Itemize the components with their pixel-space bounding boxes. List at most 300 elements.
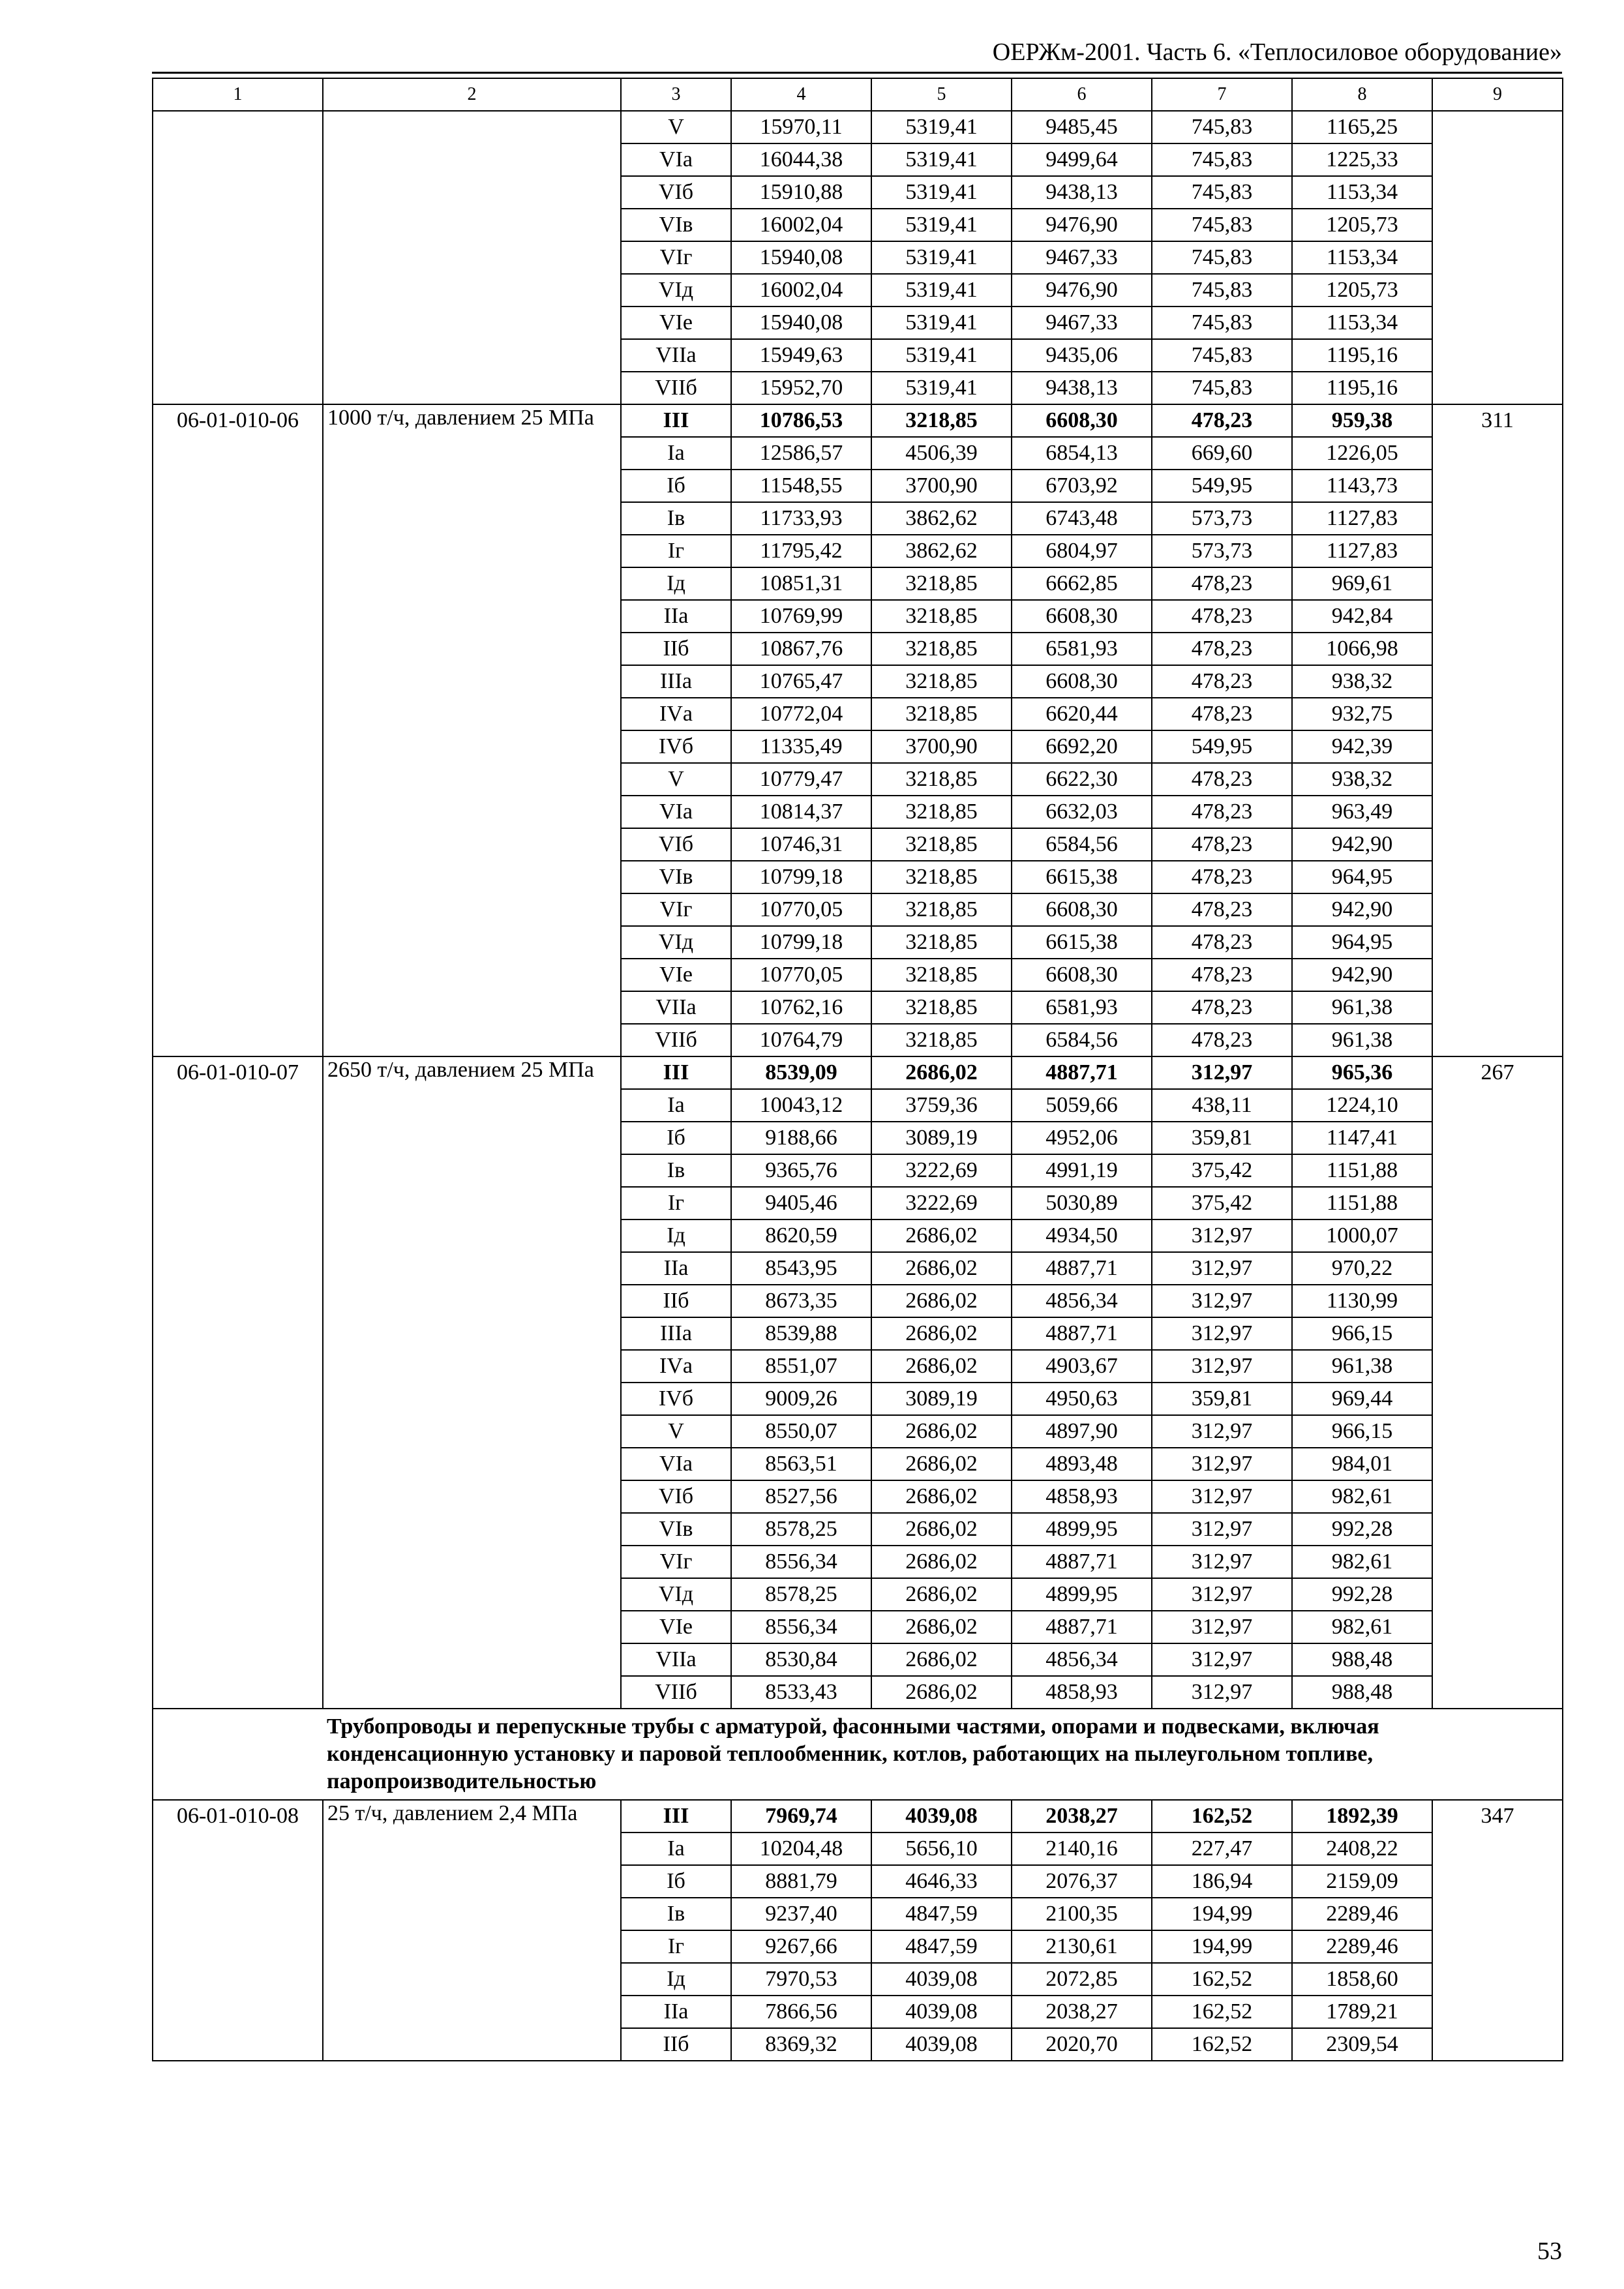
condition-cell: VIг <box>621 893 731 926</box>
value-cell: 3218,85 <box>871 698 1012 730</box>
condition-cell: Iб <box>621 1865 731 1898</box>
value-cell: 312,97 <box>1152 1513 1292 1546</box>
value-cell: 938,32 <box>1292 763 1432 796</box>
value-cell: 3222,69 <box>871 1154 1012 1187</box>
value-cell: 4897,90 <box>1012 1415 1152 1448</box>
value-cell: 1147,41 <box>1292 1122 1432 1154</box>
condition-cell: IVа <box>621 1350 731 1383</box>
value-cell: 9365,76 <box>731 1154 871 1187</box>
table-row <box>153 404 1563 437</box>
value-cell: 4847,59 <box>871 1930 1012 1963</box>
value-cell: 2100,35 <box>1012 1898 1152 1930</box>
value-cell: 8556,34 <box>731 1546 871 1578</box>
value-cell: 2686,02 <box>871 1219 1012 1252</box>
rate-cell: 267 <box>1432 1056 1563 1709</box>
value-cell: 6608,30 <box>1012 959 1152 991</box>
value-cell: 16044,38 <box>731 143 871 176</box>
value-cell: 961,38 <box>1292 991 1432 1024</box>
condition-cell: IIб <box>621 633 731 665</box>
value-cell: 6804,97 <box>1012 535 1152 567</box>
value-cell: 312,97 <box>1152 1252 1292 1285</box>
value-cell: 10770,05 <box>731 959 871 991</box>
value-cell: 4856,34 <box>1012 1285 1152 1317</box>
value-cell: 1165,25 <box>1292 111 1432 143</box>
value-cell: 9435,06 <box>1012 339 1152 372</box>
value-cell: 10746,31 <box>731 828 871 861</box>
value-cell: 1226,05 <box>1292 437 1432 470</box>
value-cell: 16002,04 <box>731 209 871 241</box>
value-cell: 6615,38 <box>1012 926 1152 959</box>
value-cell: 549,95 <box>1152 730 1292 763</box>
value-cell: 312,97 <box>1152 1415 1292 1448</box>
value-cell: 9405,46 <box>731 1187 871 1219</box>
value-cell: 312,97 <box>1152 1676 1292 1709</box>
value-cell: 312,97 <box>1152 1611 1292 1643</box>
value-cell: 478,23 <box>1152 1024 1292 1056</box>
value-cell: 966,15 <box>1292 1415 1432 1448</box>
value-cell: 312,97 <box>1152 1578 1292 1611</box>
value-cell: 10762,16 <box>731 991 871 1024</box>
value-cell: 5319,41 <box>871 307 1012 339</box>
value-cell: 7969,74 <box>731 1800 871 1833</box>
value-cell: 942,90 <box>1292 959 1432 991</box>
value-cell: 4039,08 <box>871 1963 1012 1996</box>
value-cell: 2686,02 <box>871 1676 1012 1709</box>
value-cell: 227,47 <box>1152 1833 1292 1865</box>
value-cell: 9438,13 <box>1012 372 1152 404</box>
table-row <box>153 1800 1563 1833</box>
condition-cell: V <box>621 763 731 796</box>
column-header: 2 <box>323 78 621 111</box>
value-cell: 8620,59 <box>731 1219 871 1252</box>
condition-cell: III <box>621 1800 731 1833</box>
value-cell: 1127,83 <box>1292 502 1432 535</box>
condition-cell: VIIа <box>621 339 731 372</box>
condition-cell: Iа <box>621 1089 731 1122</box>
value-cell: 6632,03 <box>1012 796 1152 828</box>
value-cell: 2686,02 <box>871 1643 1012 1676</box>
value-cell: 4039,08 <box>871 2028 1012 2061</box>
value-cell: 2289,46 <box>1292 1898 1432 1930</box>
condition-cell: VIг <box>621 1546 731 1578</box>
value-cell: 11335,49 <box>731 730 871 763</box>
value-cell: 969,44 <box>1292 1383 1432 1415</box>
value-cell: 478,23 <box>1152 698 1292 730</box>
value-cell: 6620,44 <box>1012 698 1152 730</box>
column-header: 5 <box>871 78 1012 111</box>
condition-cell: IIа <box>621 600 731 633</box>
value-cell: 8539,88 <box>731 1317 871 1350</box>
condition-cell: VIа <box>621 796 731 828</box>
value-cell: 478,23 <box>1152 404 1292 437</box>
value-cell: 3218,85 <box>871 665 1012 698</box>
value-cell: 1143,73 <box>1292 470 1432 502</box>
condition-cell: III <box>621 1056 731 1089</box>
value-cell: 9485,45 <box>1012 111 1152 143</box>
value-cell: 6703,92 <box>1012 470 1152 502</box>
column-header: 6 <box>1012 78 1152 111</box>
value-cell: 8551,07 <box>731 1350 871 1383</box>
page-number: 53 <box>1537 2237 1562 2265</box>
value-cell: 10204,48 <box>731 1833 871 1865</box>
value-cell: 162,52 <box>1152 1800 1292 1833</box>
value-cell: 2686,02 <box>871 1415 1012 1448</box>
value-cell: 186,94 <box>1152 1865 1292 1898</box>
value-cell: 1151,88 <box>1292 1187 1432 1219</box>
value-cell: 6581,93 <box>1012 991 1152 1024</box>
value-cell: 8578,25 <box>731 1578 871 1611</box>
value-cell: 2309,54 <box>1292 2028 1432 2061</box>
value-cell: 6581,93 <box>1012 633 1152 665</box>
value-cell: 984,01 <box>1292 1448 1432 1480</box>
value-cell: 745,83 <box>1152 209 1292 241</box>
value-cell: 9467,33 <box>1012 307 1152 339</box>
condition-cell: Iг <box>621 1930 731 1963</box>
value-cell: 12586,57 <box>731 437 871 470</box>
value-cell: 3218,85 <box>871 567 1012 600</box>
column-header: 3 <box>621 78 731 111</box>
value-cell: 5319,41 <box>871 209 1012 241</box>
value-cell: 359,81 <box>1152 1122 1292 1154</box>
value-cell: 669,60 <box>1152 437 1292 470</box>
value-cell: 964,95 <box>1292 861 1432 893</box>
value-cell: 2686,02 <box>871 1546 1012 1578</box>
value-cell: 10786,53 <box>731 404 871 437</box>
value-cell: 194,99 <box>1152 1930 1292 1963</box>
table-row <box>153 1056 1563 1089</box>
value-cell: 8530,84 <box>731 1643 871 1676</box>
column-header: 7 <box>1152 78 1292 111</box>
condition-cell: VIе <box>621 307 731 339</box>
value-cell: 9267,66 <box>731 1930 871 1963</box>
value-cell: 573,73 <box>1152 502 1292 535</box>
value-cell: 11548,55 <box>731 470 871 502</box>
value-cell: 745,83 <box>1152 241 1292 274</box>
value-cell: 1153,34 <box>1292 176 1432 209</box>
code-cell: 06-01-010-08 <box>153 1800 323 2061</box>
value-cell: 1789,21 <box>1292 1996 1432 2028</box>
value-cell: 478,23 <box>1152 861 1292 893</box>
condition-cell: Iг <box>621 535 731 567</box>
value-cell: 8550,07 <box>731 1415 871 1448</box>
condition-cell: VIб <box>621 828 731 861</box>
value-cell: 478,23 <box>1152 665 1292 698</box>
condition-cell: VIб <box>621 176 731 209</box>
value-cell: 2686,02 <box>871 1317 1012 1350</box>
value-cell: 478,23 <box>1152 959 1292 991</box>
condition-cell: IIа <box>621 1996 731 2028</box>
condition-cell: VIIб <box>621 372 731 404</box>
value-cell: 6692,20 <box>1012 730 1152 763</box>
value-cell: 3222,69 <box>871 1187 1012 1219</box>
table-row <box>153 111 1563 143</box>
value-cell: 1066,98 <box>1292 633 1432 665</box>
value-cell: 1127,83 <box>1292 535 1432 567</box>
value-cell: 8527,56 <box>731 1480 871 1513</box>
condition-cell: VIд <box>621 1578 731 1611</box>
value-cell: 4039,08 <box>871 1800 1012 1833</box>
condition-cell: VIв <box>621 861 731 893</box>
value-cell: 1195,16 <box>1292 372 1432 404</box>
value-cell: 3700,90 <box>871 470 1012 502</box>
value-cell: 964,95 <box>1292 926 1432 959</box>
value-cell: 162,52 <box>1152 2028 1292 2061</box>
value-cell: 3218,85 <box>871 796 1012 828</box>
condition-cell: VIе <box>621 959 731 991</box>
value-cell: 5319,41 <box>871 339 1012 372</box>
page-header-title: ОЕРЖм-2001. Часть 6. «Теплосиловое оборудование» <box>992 38 1562 66</box>
value-cell: 478,23 <box>1152 600 1292 633</box>
condition-cell: IIIа <box>621 1317 731 1350</box>
condition-cell: VIIб <box>621 1024 731 1056</box>
condition-cell: IVа <box>621 698 731 730</box>
column-header: 1 <box>153 78 323 111</box>
condition-cell: IIIа <box>621 665 731 698</box>
value-cell: 1858,60 <box>1292 1963 1432 1996</box>
value-cell: 478,23 <box>1152 828 1292 861</box>
value-cell: 6584,56 <box>1012 1024 1152 1056</box>
value-cell: 988,48 <box>1292 1676 1432 1709</box>
value-cell: 15949,63 <box>731 339 871 372</box>
value-cell: 10769,99 <box>731 600 871 633</box>
value-cell: 938,32 <box>1292 665 1432 698</box>
value-cell: 1205,73 <box>1292 209 1432 241</box>
value-cell: 3862,62 <box>871 502 1012 535</box>
condition-cell: IIа <box>621 1252 731 1285</box>
value-cell: 9009,26 <box>731 1383 871 1415</box>
condition-cell: Iд <box>621 1219 731 1252</box>
value-cell: 4506,39 <box>871 437 1012 470</box>
value-cell: 6608,30 <box>1012 600 1152 633</box>
value-cell: 8563,51 <box>731 1448 871 1480</box>
value-cell: 5030,89 <box>1012 1187 1152 1219</box>
value-cell: 4991,19 <box>1012 1154 1152 1187</box>
value-cell: 966,15 <box>1292 1317 1432 1350</box>
value-cell: 5319,41 <box>871 176 1012 209</box>
value-cell: 6743,48 <box>1012 502 1152 535</box>
value-cell: 942,90 <box>1292 828 1432 861</box>
value-cell: 3218,85 <box>871 600 1012 633</box>
value-cell: 2289,46 <box>1292 1930 1432 1963</box>
value-cell: 988,48 <box>1292 1643 1432 1676</box>
value-cell: 2408,22 <box>1292 1833 1432 1865</box>
value-cell: 5319,41 <box>871 143 1012 176</box>
condition-cell: IIб <box>621 2028 731 2061</box>
value-cell: 4858,93 <box>1012 1480 1152 1513</box>
value-cell: 9467,33 <box>1012 241 1152 274</box>
condition-cell: Iв <box>621 502 731 535</box>
value-cell: 4950,63 <box>1012 1383 1152 1415</box>
value-cell: 4952,06 <box>1012 1122 1152 1154</box>
value-cell: 1153,34 <box>1292 307 1432 339</box>
value-cell: 15910,88 <box>731 176 871 209</box>
value-cell: 3218,85 <box>871 763 1012 796</box>
value-cell: 2076,37 <box>1012 1865 1152 1898</box>
value-cell: 3862,62 <box>871 535 1012 567</box>
column-header: 8 <box>1292 78 1432 111</box>
value-cell: 6854,13 <box>1012 437 1152 470</box>
value-cell: 1000,07 <box>1292 1219 1432 1252</box>
value-cell: 162,52 <box>1152 1996 1292 2028</box>
value-cell: 4934,50 <box>1012 1219 1152 1252</box>
value-cell: 4039,08 <box>871 1996 1012 2028</box>
value-cell: 2686,02 <box>871 1252 1012 1285</box>
value-cell: 478,23 <box>1152 926 1292 959</box>
value-cell: 2686,02 <box>871 1285 1012 1317</box>
value-cell: 2686,02 <box>871 1448 1012 1480</box>
value-cell: 9237,40 <box>731 1898 871 1930</box>
value-cell: 2038,27 <box>1012 1800 1152 1833</box>
value-cell: 5319,41 <box>871 372 1012 404</box>
value-cell: 194,99 <box>1152 1898 1292 1930</box>
value-cell: 15952,70 <box>731 372 871 404</box>
value-cell: 10814,37 <box>731 796 871 828</box>
value-cell: 478,23 <box>1152 893 1292 926</box>
value-cell: 961,38 <box>1292 1024 1432 1056</box>
value-cell: 745,83 <box>1152 176 1292 209</box>
condition-cell: Iб <box>621 470 731 502</box>
value-cell: 8543,95 <box>731 1252 871 1285</box>
condition-cell: VIа <box>621 143 731 176</box>
column-header: 9 <box>1432 78 1563 111</box>
condition-cell: IVб <box>621 1383 731 1415</box>
value-cell: 9438,13 <box>1012 176 1152 209</box>
condition-cell: Iа <box>621 1833 731 1865</box>
section-heading-spacer <box>153 1709 323 1800</box>
value-cell: 1892,39 <box>1292 1800 1432 1833</box>
condition-cell: Iг <box>621 1187 731 1219</box>
value-cell: 4858,93 <box>1012 1676 1152 1709</box>
value-cell: 3089,19 <box>871 1383 1012 1415</box>
rates-table <box>152 78 1563 2061</box>
value-cell: 9476,90 <box>1012 209 1152 241</box>
value-cell: 478,23 <box>1152 991 1292 1024</box>
condition-cell: IIб <box>621 1285 731 1317</box>
condition-cell: VIг <box>621 241 731 274</box>
value-cell: 7970,53 <box>731 1963 871 1996</box>
value-cell: 969,61 <box>1292 567 1432 600</box>
condition-cell: V <box>621 111 731 143</box>
value-cell: 312,97 <box>1152 1546 1292 1578</box>
value-cell: 312,97 <box>1152 1350 1292 1383</box>
value-cell: 4646,33 <box>871 1865 1012 1898</box>
value-cell: 1205,73 <box>1292 274 1432 307</box>
condition-cell: VIв <box>621 1513 731 1546</box>
value-cell: 375,42 <box>1152 1187 1292 1219</box>
value-cell: 745,83 <box>1152 339 1292 372</box>
value-cell: 932,75 <box>1292 698 1432 730</box>
rates-table-container <box>152 78 1562 2061</box>
code-cell <box>153 111 323 404</box>
value-cell: 10799,18 <box>731 926 871 959</box>
value-cell: 3089,19 <box>871 1122 1012 1154</box>
value-cell: 970,22 <box>1292 1252 1432 1285</box>
value-cell: 10799,18 <box>731 861 871 893</box>
value-cell: 573,73 <box>1152 535 1292 567</box>
condition-cell: V <box>621 1415 731 1448</box>
value-cell: 478,23 <box>1152 567 1292 600</box>
value-cell: 2038,27 <box>1012 1996 1152 2028</box>
value-cell: 3759,36 <box>871 1089 1012 1122</box>
value-cell: 15940,08 <box>731 307 871 339</box>
value-cell: 961,38 <box>1292 1350 1432 1383</box>
value-cell: 965,36 <box>1292 1056 1432 1089</box>
condition-cell: Iв <box>621 1898 731 1930</box>
value-cell: 2072,85 <box>1012 1963 1152 1996</box>
value-cell: 2686,02 <box>871 1611 1012 1643</box>
value-cell: 2130,61 <box>1012 1930 1152 1963</box>
column-header: 4 <box>731 78 871 111</box>
value-cell: 312,97 <box>1152 1643 1292 1676</box>
condition-cell: Iа <box>621 437 731 470</box>
value-cell: 7866,56 <box>731 1996 871 2028</box>
value-cell: 312,97 <box>1152 1317 1292 1350</box>
value-cell: 2686,02 <box>871 1578 1012 1611</box>
value-cell: 8556,34 <box>731 1611 871 1643</box>
value-cell: 10772,04 <box>731 698 871 730</box>
condition-cell: Iб <box>621 1122 731 1154</box>
value-cell: 4887,71 <box>1012 1056 1152 1089</box>
column-number-row <box>153 78 1563 111</box>
condition-cell: IVб <box>621 730 731 763</box>
value-cell: 745,83 <box>1152 307 1292 339</box>
value-cell: 5319,41 <box>871 111 1012 143</box>
value-cell: 11795,42 <box>731 535 871 567</box>
value-cell: 10851,31 <box>731 567 871 600</box>
value-cell: 2686,02 <box>871 1056 1012 1089</box>
value-cell: 982,61 <box>1292 1611 1432 1643</box>
value-cell: 942,90 <box>1292 893 1432 926</box>
value-cell: 4899,95 <box>1012 1578 1152 1611</box>
value-cell: 2140,16 <box>1012 1833 1152 1865</box>
value-cell: 6608,30 <box>1012 404 1152 437</box>
condition-cell: Iд <box>621 1963 731 1996</box>
value-cell: 4887,71 <box>1012 1611 1152 1643</box>
value-cell: 4856,34 <box>1012 1643 1152 1676</box>
code-cell: 06-01-010-06 <box>153 404 323 1056</box>
value-cell: 10043,12 <box>731 1089 871 1122</box>
section-heading: Трубопроводы и перепускные трубы с арматурой, фасонными частями, опорами и подвесками, включая конденсационную установку и паровой теплообменник, котлов, работающих на пылеугольном топливе, паропроизводительностью <box>323 1709 1563 1800</box>
value-cell: 745,83 <box>1152 143 1292 176</box>
rate-cell: 311 <box>1432 404 1563 1056</box>
value-cell: 359,81 <box>1152 1383 1292 1415</box>
value-cell: 9476,90 <box>1012 274 1152 307</box>
value-cell: 4893,48 <box>1012 1448 1152 1480</box>
value-cell: 8881,79 <box>731 1865 871 1898</box>
value-cell: 6622,30 <box>1012 763 1152 796</box>
value-cell: 3700,90 <box>871 730 1012 763</box>
value-cell: 3218,85 <box>871 926 1012 959</box>
value-cell: 2686,02 <box>871 1480 1012 1513</box>
value-cell: 5319,41 <box>871 274 1012 307</box>
value-cell: 10770,05 <box>731 893 871 926</box>
value-cell: 312,97 <box>1152 1285 1292 1317</box>
condition-cell: VIа <box>621 1448 731 1480</box>
value-cell: 5059,66 <box>1012 1089 1152 1122</box>
value-cell: 10765,47 <box>731 665 871 698</box>
value-cell: 4847,59 <box>871 1898 1012 1930</box>
value-cell: 942,39 <box>1292 730 1432 763</box>
condition-cell: VIд <box>621 274 731 307</box>
value-cell: 6608,30 <box>1012 893 1152 926</box>
value-cell: 11733,93 <box>731 502 871 535</box>
value-cell: 478,23 <box>1152 763 1292 796</box>
value-cell: 9188,66 <box>731 1122 871 1154</box>
value-cell: 982,61 <box>1292 1480 1432 1513</box>
value-cell: 3218,85 <box>871 633 1012 665</box>
value-cell: 312,97 <box>1152 1219 1292 1252</box>
value-cell: 3218,85 <box>871 893 1012 926</box>
